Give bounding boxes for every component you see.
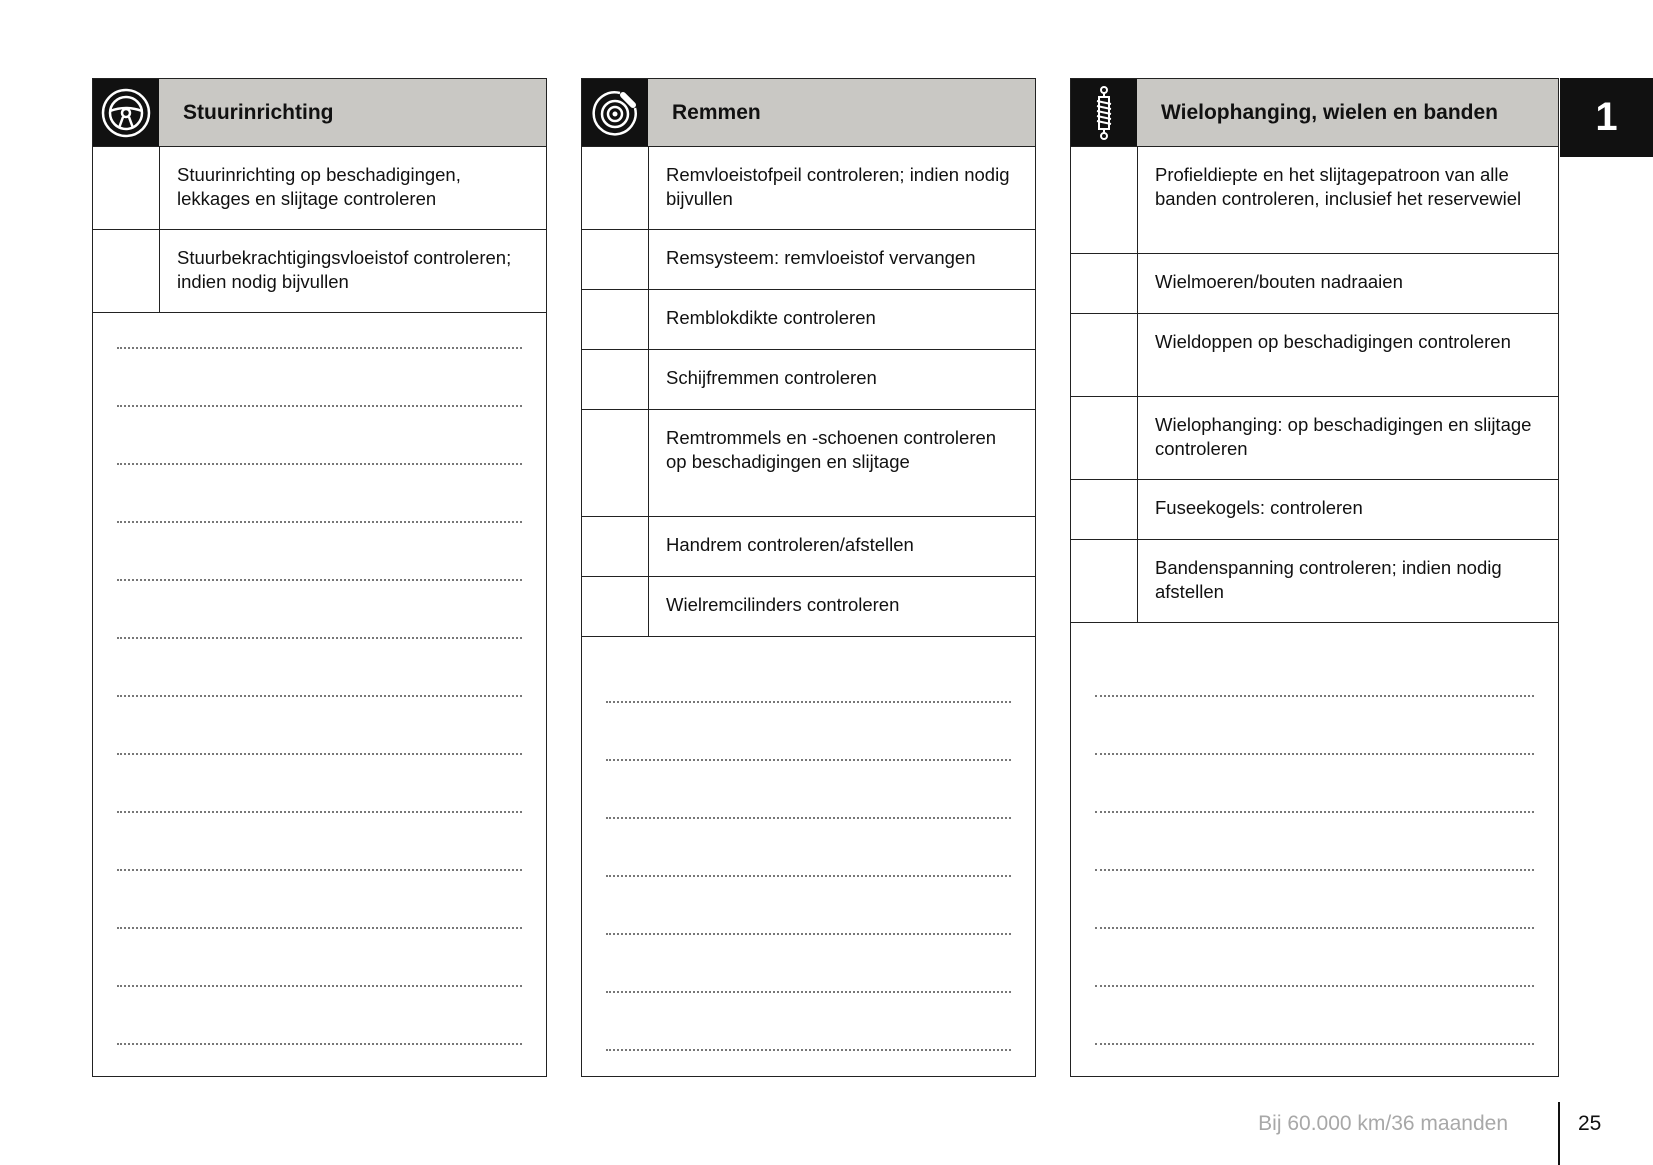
note-line[interactable] <box>117 349 522 407</box>
checklist-item-text: Schijfremmen controleren <box>666 367 877 388</box>
note-line[interactable] <box>117 321 522 349</box>
checkbox-cell[interactable] <box>582 577 649 636</box>
footer-interval: Bij 60.000 km/36 maanden <box>1258 1112 1508 1135</box>
checklist-row <box>582 350 1035 410</box>
steering-wheel-icon <box>93 79 159 146</box>
panel-stuurinrichting <box>92 78 547 1077</box>
shock-absorber-icon <box>1071 79 1137 146</box>
checklist-row <box>582 230 1035 290</box>
note-line[interactable] <box>117 639 522 697</box>
checklist-item-text: Remvloeistofpeil controleren; indien nodig bijvullen <box>666 164 1010 209</box>
note-line[interactable] <box>117 407 522 465</box>
checkbox-cell[interactable] <box>582 290 649 349</box>
page-number: 25 <box>1578 1112 1602 1135</box>
checkbox-cell[interactable] <box>582 517 649 576</box>
checkbox-cell[interactable] <box>93 147 160 229</box>
checkbox-cell[interactable] <box>582 230 649 289</box>
panel-wielophanging <box>1070 78 1559 1077</box>
checklist-item-text: Remblokdikte controleren <box>666 307 876 328</box>
footer-divider <box>1558 1102 1560 1165</box>
checklist-row <box>582 410 1035 517</box>
panel-remmen <box>581 78 1036 1077</box>
note-line[interactable] <box>1095 929 1534 987</box>
panel-title: Stuurinrichting <box>159 79 546 146</box>
checklist-item-text: Stuurinrichting op beschadigingen, lekkages en slijtage controleren <box>177 164 461 209</box>
brake-disc-icon <box>582 79 648 146</box>
panel-header <box>582 79 1035 147</box>
note-line[interactable] <box>1095 871 1534 929</box>
notes-area[interactable] <box>582 637 1035 1051</box>
checklist-row <box>1071 480 1558 540</box>
checklist-item-text: Stuurbekrachtigingsvloeistof controleren; indien nodig bijvullen <box>177 247 512 292</box>
checklist-item-text: Remtrommels en -schoenen controleren op beschadigingen en slijtage <box>666 427 997 472</box>
checkbox-cell[interactable] <box>582 350 649 409</box>
note-line[interactable] <box>117 581 522 639</box>
panel-header <box>1071 79 1558 147</box>
note-line[interactable] <box>1095 639 1534 697</box>
checklist-item-text: Fuseekogels: controleren <box>1155 497 1363 518</box>
checkbox-cell[interactable] <box>582 410 649 516</box>
checklist-row <box>1071 540 1558 623</box>
note-line[interactable] <box>606 703 1011 761</box>
checkbox-cell[interactable] <box>1071 254 1138 313</box>
checklist-row <box>93 147 546 230</box>
note-line[interactable] <box>117 755 522 813</box>
note-line[interactable] <box>117 871 522 929</box>
note-line[interactable] <box>1095 813 1534 871</box>
checklist-item-text: Handrem controleren/afstellen <box>666 534 914 555</box>
checklist-item-text: Wielmoeren/bouten nadraaien <box>1155 271 1403 292</box>
checklist-row <box>582 290 1035 350</box>
checklist-row <box>1071 147 1558 254</box>
note-line[interactable] <box>1095 697 1534 755</box>
checklist-item-text: Profieldiepte en het slijtagepatroon van alle banden controleren, inclusief het reservewiel <box>1155 164 1522 209</box>
note-line[interactable] <box>117 697 522 755</box>
note-line[interactable] <box>606 761 1011 819</box>
note-line[interactable] <box>117 813 522 871</box>
panel-header <box>93 79 546 147</box>
chapter-tab: 1 <box>1560 78 1653 157</box>
checklist-item-text: Wieldoppen op beschadigingen controleren <box>1155 331 1511 352</box>
checklist-row <box>1071 397 1558 480</box>
notes-area[interactable] <box>1071 623 1558 1045</box>
note-line[interactable] <box>606 819 1011 877</box>
note-line[interactable] <box>117 465 522 523</box>
checkbox-cell[interactable] <box>1071 397 1138 479</box>
note-line[interactable] <box>117 929 522 987</box>
checkbox-cell[interactable] <box>1071 147 1138 253</box>
note-line[interactable] <box>117 987 522 1045</box>
checkbox-cell[interactable] <box>93 230 160 312</box>
panel-title: Wielophanging, wielen en banden <box>1137 79 1558 146</box>
checklist-row <box>93 230 546 313</box>
checkbox-cell[interactable] <box>1071 314 1138 396</box>
checklist-row <box>582 577 1035 637</box>
note-line[interactable] <box>606 877 1011 935</box>
note-line[interactable] <box>1095 987 1534 1045</box>
note-line[interactable] <box>1095 755 1534 813</box>
checkbox-cell[interactable] <box>1071 540 1138 622</box>
checkbox-cell[interactable] <box>582 147 649 229</box>
notes-area[interactable] <box>93 313 546 1045</box>
note-line[interactable] <box>606 993 1011 1051</box>
checklist-item-text: Remsysteem: remvloeistof vervangen <box>666 247 976 268</box>
checklist-row <box>582 147 1035 230</box>
note-line[interactable] <box>606 645 1011 703</box>
checklist-row <box>582 517 1035 577</box>
checklist-item-text: Wielremcilinders controleren <box>666 594 900 615</box>
checklist-row <box>1071 254 1558 314</box>
checklist-row <box>1071 314 1558 397</box>
checklist-item-text: Wielophanging: op beschadigingen en slijtage controleren <box>1155 414 1532 459</box>
checkbox-cell[interactable] <box>1071 480 1138 539</box>
note-line[interactable] <box>117 523 522 581</box>
panel-title: Remmen <box>648 79 1035 146</box>
checklist-item-text: Bandenspanning controleren; indien nodig afstellen <box>1155 557 1502 602</box>
note-line[interactable] <box>606 935 1011 993</box>
